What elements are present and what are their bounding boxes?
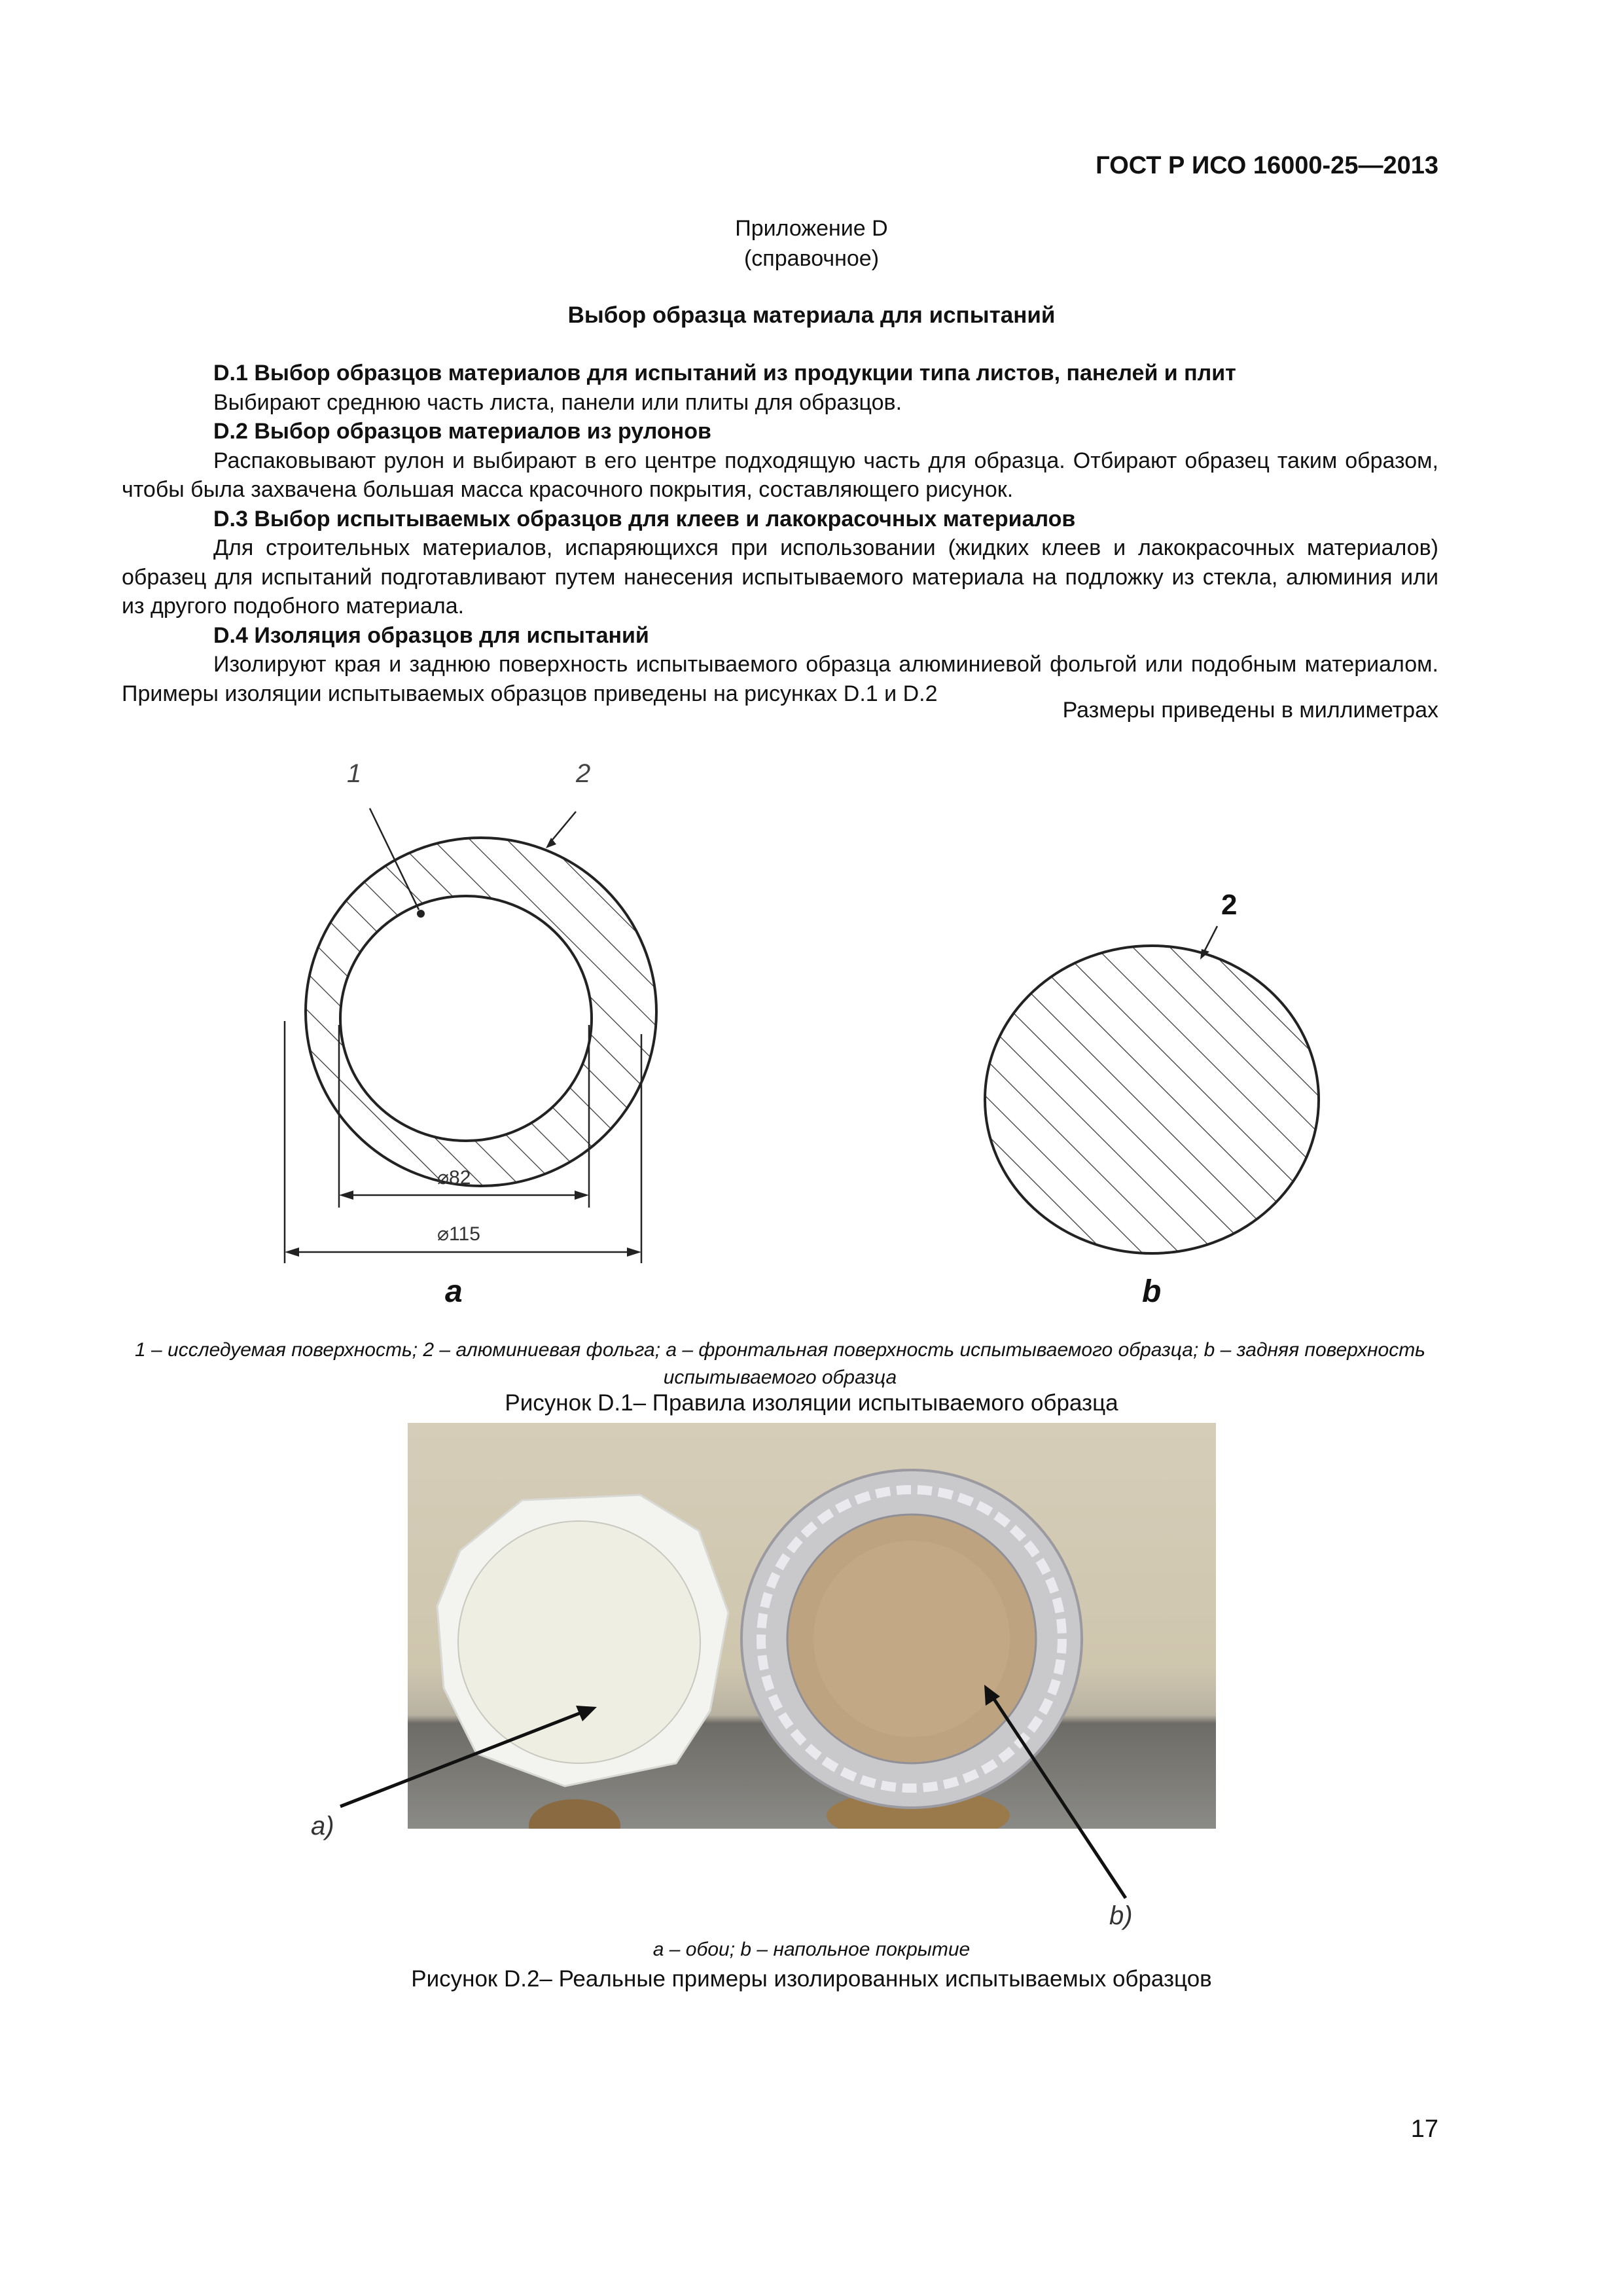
arrow-b <box>991 1695 1126 1898</box>
photo-label-a: a) <box>311 1812 334 1840</box>
callout-1: 1 <box>347 759 362 788</box>
section-heading-d3: D.3 Выбор испытываемых образцов для клеев и лакокрасочных материалов <box>213 506 1076 531</box>
callout-2b: 2 <box>1221 889 1238 921</box>
label-b: b <box>1142 1274 1162 1309</box>
figure-d1-legend-text: 1 – исследуемая поверхность; 2 – алюминиевая фольга; a – фронтальная поверхность испытываемого образца; b – задняя поверхность испытываемого образца <box>135 1339 1425 1388</box>
dimension-115: ⌀115 <box>437 1223 480 1245</box>
section-text-d1: Выбирают среднюю часть листа, панели или плиты для образцов. <box>213 389 902 415</box>
callout-2: 2 <box>576 759 591 788</box>
page-number: 17 <box>1410 2115 1438 2143</box>
figure-d2-title: Рисунок D.2– Реальные примеры изолированных испытываемых образцов <box>411 1966 1212 1992</box>
figure-d2-legend-text: a – обои; b – напольное покрытие <box>652 1939 971 1960</box>
document-code: ГОСТ Р ИСО 16000-25—2013 <box>1096 152 1438 179</box>
appendix-title: Выбор образца материала для испытаний <box>567 302 1056 328</box>
figure-d1-title: Рисунок D.1– Правила изоляции испытываемого образца <box>505 1390 1118 1416</box>
arrow-a <box>340 1712 582 1806</box>
section-text-d3: Для строительных материалов, испаряющихся при использовании (жидких клеев и лакокрасочных материалов) образец для испытаний подготавливают путем нанесения испытываемого материала на подложку из стекла, алюминия или из другого подобного материала. <box>122 535 1438 619</box>
section-text-d4: Изолируют края и заднюю поверхность испытываемого образца алюминиевой фольгой или подобным материалом. Примеры изоляции испытываемых образцов приведены на рисунках D.1 и D.2 <box>122 652 1438 706</box>
size-note: Размеры приведены в миллиметрах <box>1062 698 1438 723</box>
section-heading-d4: D.4 Изоляция образцов для испытаний <box>213 622 649 648</box>
section-text-d2: Распаковывают рулон и выбирают в его центре подходящую часть для образца. Отбирают образец таким образом, чтобы была захвачена большая масса красочного покрытия, составляющего рисунок. <box>122 448 1438 502</box>
figure-d2-legend <box>0 1939 1623 1961</box>
section-heading-d1: D.1 Выбор образцов материалов для испытаний из продукции типа листов, панелей и плит <box>213 361 1236 386</box>
section-heading-d2: D.2 Выбор образцов материалов из рулонов <box>213 419 711 444</box>
dimension-82: ⌀82 <box>437 1167 471 1189</box>
appendix-type: (справочное) <box>743 246 880 271</box>
appendix-label: Приложение D <box>735 216 888 241</box>
photo-label-b: b) <box>1109 1901 1133 1930</box>
label-a: a <box>445 1274 463 1309</box>
